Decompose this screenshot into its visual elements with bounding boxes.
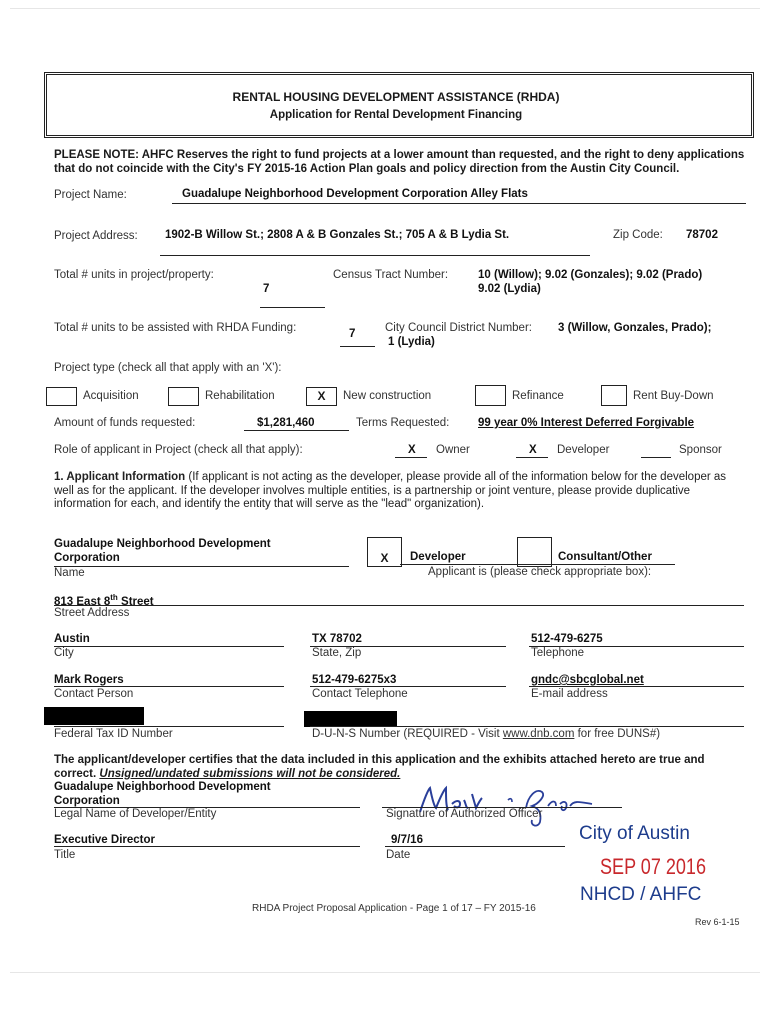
role-owner-label: Owner	[436, 444, 470, 456]
role-developer-mark[interactable]: X	[529, 444, 537, 456]
applicant-name-label: Name	[54, 567, 85, 579]
type-acquisition-label: Acquisition	[83, 390, 139, 402]
scan-edge-top	[10, 8, 760, 9]
contact-label: Contact Person	[54, 688, 134, 700]
stamp-department: NHCD / AHFC	[580, 884, 702, 905]
census-value[interactable]: 10 (Willow); 9.02 (Gonzales); 9.02 (Prado)	[478, 269, 703, 281]
role-label: Role of applicant in Project (check all that apply):	[54, 444, 303, 456]
district-value[interactable]: 3 (Willow, Gonzales, Prado);	[558, 322, 712, 334]
type-acquisition-checkbox[interactable]	[46, 387, 77, 406]
date-value[interactable]: 9/7/16	[391, 834, 423, 846]
footer-revision: Rev 6-1-15	[695, 917, 740, 927]
type-rehabilitation-label: Rehabilitation	[205, 390, 275, 402]
state-label: State, Zip	[312, 647, 362, 659]
terms-label: Terms Requested:	[356, 417, 450, 429]
terms-value[interactable]: 99 year 0% Interest Deferred Forgivable	[478, 417, 695, 429]
contact-phone-label: Contact Telephone	[312, 688, 408, 700]
role-developer-label: Developer	[557, 444, 610, 456]
title-label: Title	[54, 849, 76, 861]
street-value-sup: th	[110, 593, 118, 602]
duns-redaction	[304, 711, 397, 727]
duns-label-post: for free DUNS#)	[574, 728, 661, 740]
header-box	[44, 72, 754, 138]
census-label: Census Tract Number:	[333, 269, 449, 281]
state-value[interactable]: TX 78702	[312, 633, 362, 645]
email-value[interactable]: gndc@sbcglobal.net	[531, 674, 644, 686]
stamp-city: City of Austin	[579, 823, 690, 844]
applicant-name-line	[54, 566, 349, 567]
page-title: RENTAL HOUSING DEVELOPMENT ASSISTANCE (RHDA)	[232, 90, 560, 104]
duns-line	[310, 726, 744, 727]
census-value-2: 9.02 (Lydia)	[478, 283, 541, 295]
phone-value[interactable]: 512-479-6275	[531, 633, 603, 645]
project-name-value[interactable]: Guadalupe Neighborhood Development Corporation Alley Flats	[182, 188, 528, 200]
applicant-type-line	[400, 564, 675, 565]
project-name-line	[172, 203, 746, 204]
zip-value[interactable]: 78702	[686, 229, 718, 241]
duns-label-pre: D-U-N-S Number (REQUIRED - Visit	[312, 728, 503, 740]
type-refinance-label: Refinance	[512, 390, 564, 402]
district-label: City Council District Number:	[385, 322, 532, 334]
city-label: City	[54, 647, 74, 659]
title-value[interactable]: Executive Director	[54, 834, 155, 846]
assisted-label: Total # units to be assisted with RHDA Funding:	[54, 322, 297, 334]
certification-text	[54, 754, 744, 781]
entity-value[interactable]: Guadalupe Neighborhood Development	[54, 781, 271, 793]
role-sponsor-line[interactable]	[641, 457, 671, 458]
units-value[interactable]: 7	[263, 283, 270, 295]
contact-value[interactable]: Mark Rogers	[54, 674, 124, 686]
street-line	[54, 605, 744, 606]
entity-label: Legal Name of Developer/Entity	[54, 808, 217, 820]
type-rent-buydown-checkbox[interactable]	[601, 385, 627, 406]
zip-label: Zip Code:	[613, 229, 663, 241]
consultant-label: Consultant/Other	[558, 551, 652, 563]
type-new-construction-checkbox[interactable]: X	[306, 387, 337, 406]
street-value-text: 813 East 8	[54, 595, 111, 608]
funds-label: Amount of funds requested:	[54, 417, 196, 429]
role-owner-line	[395, 457, 427, 458]
date-line	[385, 846, 565, 847]
role-developer-line	[516, 457, 548, 458]
signature-image	[380, 778, 610, 830]
project-address-label: Project Address:	[54, 230, 138, 242]
dnb-link[interactable]: www.dnb.com	[502, 728, 575, 740]
stamp-date: SEP 07 2016	[600, 854, 706, 879]
signature-label: Signature of Authorized Officer	[386, 808, 543, 820]
type-rehabilitation-checkbox[interactable]	[168, 387, 199, 406]
footer-page-info: RHDA Project Proposal Application - Page 1 of 17 – FY 2015-16	[252, 903, 536, 914]
type-rent-buydown-label: Rent Buy-Down	[633, 390, 714, 402]
project-address-line	[160, 255, 590, 256]
city-line	[54, 646, 284, 647]
project-address-value[interactable]: 1902-B Willow St.; 2808 A & B Gonzales St.; 705 A & B Lydia St.	[165, 229, 510, 241]
funds-line	[244, 430, 349, 431]
assisted-line	[340, 346, 375, 347]
street-value-end: Street	[117, 595, 154, 608]
contact-line	[54, 686, 284, 687]
role-sponsor-label: Sponsor	[679, 444, 722, 456]
please-note: PLEASE NOTE: AHFC Reserves the right to fund projects at a lower amount than requested, and the right to deny applications that do not coincide with the City's FY 2015-16 Action Plan goals and policy direction from the Austin City Council.	[54, 149, 745, 175]
applicant-name-value-2: Corporation	[54, 552, 120, 564]
funds-value[interactable]: $1,281,460	[257, 417, 315, 429]
tax-id-redaction	[44, 707, 144, 725]
units-line	[260, 307, 325, 308]
page-subtitle: Application for Rental Development Financing	[269, 109, 523, 121]
email-label: E-mail address	[531, 688, 608, 700]
city-value[interactable]: Austin	[54, 633, 90, 645]
project-type-label: Project type (check all that apply with an 'X'):	[54, 362, 282, 374]
district-value-2: 1 (Lydia)	[388, 336, 435, 348]
contact-phone-line	[310, 686, 506, 687]
certification-warning: Unsigned/undated submissions will not be considered.	[99, 767, 401, 780]
street-label: Street Address	[54, 607, 130, 619]
assisted-value[interactable]: 7	[349, 328, 356, 340]
applicant-info-text: (If applicant is not acting as the developer, please provide all of the information below for the developer as well as for the applicant. If the developer involves multiple entities, is a partnership or joint venture, please provide duplicative information for each, and identify the entity that will serve as the "lead" organization).	[54, 471, 727, 510]
developer-label: Developer	[410, 551, 466, 563]
email-line	[529, 686, 744, 687]
certification-statement: The applicant/developer certifies that the data included in this application and the exhibits attached hereto are true and correct.	[54, 754, 705, 780]
date-label: Date	[386, 849, 411, 861]
project-name-label: Project Name:	[54, 189, 127, 201]
tax-id-label: Federal Tax ID Number	[54, 728, 173, 740]
phone-label: Telephone	[531, 647, 585, 659]
units-label: Total # units in project/property:	[54, 269, 214, 281]
entity-value-2: Corporation	[54, 795, 120, 807]
tax-id-line	[54, 726, 284, 727]
applicant-name-value[interactable]: Guadalupe Neighborhood Development	[54, 538, 271, 550]
type-refinance-checkbox[interactable]	[475, 385, 506, 406]
title-line	[54, 846, 360, 847]
applicant-is-label: Applicant is (please check appropriate box):	[428, 566, 652, 578]
developer-checkbox[interactable]: X	[367, 537, 402, 567]
applicant-info-heading: 1. Applicant Information	[54, 471, 186, 483]
consultant-checkbox[interactable]	[517, 537, 552, 567]
type-new-construction-label: New construction	[343, 390, 432, 402]
role-owner-mark[interactable]: X	[408, 444, 416, 456]
scan-edge-bottom	[10, 972, 760, 973]
contact-phone-value[interactable]: 512-479-6275x3	[312, 674, 397, 686]
duns-label	[312, 728, 660, 740]
applicant-info-paragraph	[54, 471, 744, 512]
